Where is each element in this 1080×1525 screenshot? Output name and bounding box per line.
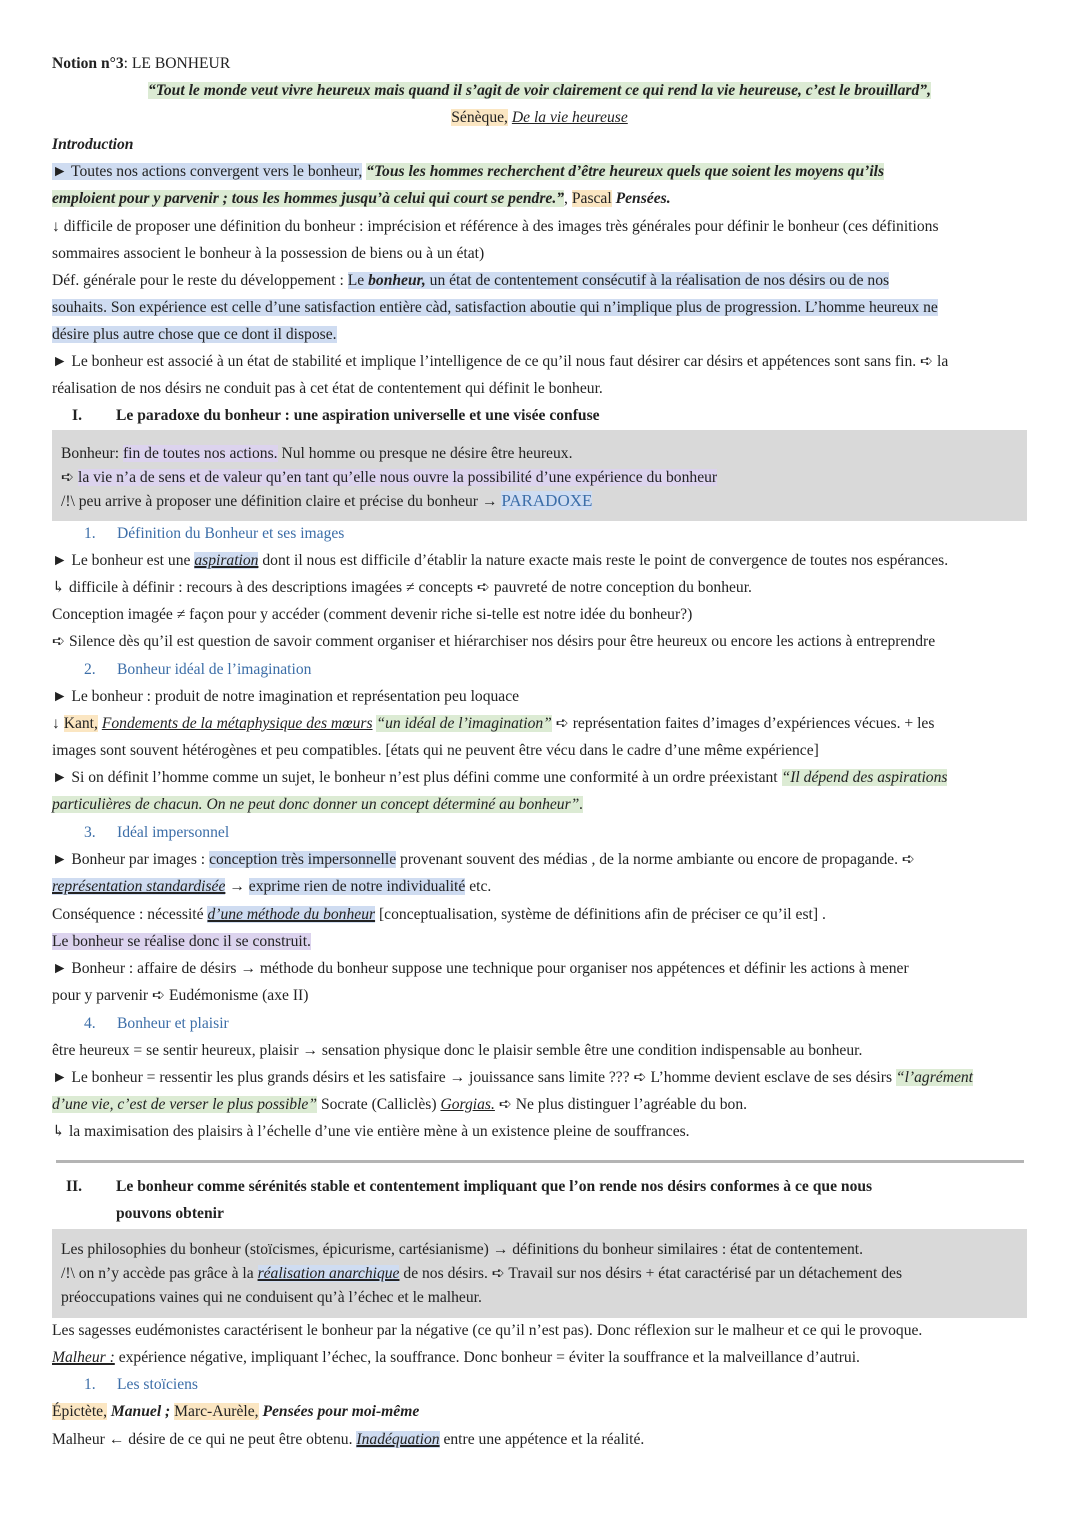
body-line: d’une vie, c’est de verser le plus possible” Socrate (Calliclès) Gorgias. ➪ Ne plus distinguer l’agréable du bon. [52,1096,748,1113]
intro-line: réalisation de nos désirs ne conduit pas à cet état de contentement qui définit le bonheur. [52,380,603,397]
body-line: ► Bonheur par images : conception très impersonnelle provenant souvent des médias , de la norme ambiante ou encore de propagande. ➪ [52,851,915,868]
intro-line: ↓ difficile de proposer une définition du bonheur : imprécision et référence à des images très générales pour définir le bonheur (ces définitions [52,218,939,235]
body-line: Malheur : expérience négative, impliquant l’échec, la souffrance. Donc bonheur = éviter la souffrance et la malveillance d’autrui. [52,1349,860,1366]
part2-summary-box [52,1229,1027,1318]
subsection-title: Bonheur et plaisir [117,1015,229,1032]
definition-line: souhaits. Son expérience est celle d’une satisfaction entière càd, satisfaction aboutie qui n’implique plus de progression. L’homme heureux ne [52,299,938,316]
part1-summary-box [52,430,1027,521]
definition-line: Déf. générale pour le reste du développement : Le bonheur, un état de contentement consécutif à la réalisation de nos désirs ou de nos [52,272,890,289]
body-line: Conséquence : nécessité d’une méthode du bonheur [conceptualisation, système de définitions afin de préciser ce qu’il est] . [52,906,826,923]
epigraph-source: Sénèque, De la vie heureuse [451,109,628,126]
intro-line: sommaires associent le bonheur à la possession de biens ou à un état) [52,245,485,262]
part1-number: I. [72,407,82,424]
intro-heading: Introduction [52,136,134,153]
summary-line: /!\ peu arrive à proposer une définition claire et précise du bonheur → PARADOXE [61,491,593,510]
subsection-title: Définition du Bonheur et ses images [117,525,345,542]
subsection-number: 1. [84,525,96,542]
summary-line: ➪ la vie n’a de sens et de valeur qu’en tant qu’elle nous ouvre la possibilité d’une expérience du bonheur [61,469,718,486]
subsection-title: Bonheur idéal de l’imagination [117,661,312,678]
subsection-title: Les stoïciens [117,1376,198,1393]
summary-line: Les philosophies du bonheur (stoïcismes, épicurisme, cartésianisme) → définitions du bonheur similaires : état de contentement. [61,1241,864,1258]
body-line: Épictète, Manuel ; Marc-Aurèle, Pensées pour moi-même [52,1403,420,1420]
subsection-number: 3. [84,824,96,841]
intro-line: ► Le bonheur est associé à un état de stabilité et implique l’intelligence de ce qu’il nous faut désirer car désirs et appétences sont sans fin. ➪ la [52,353,949,370]
body-line: être heureux = se sentir heureux, plaisir → sensation physique donc le plaisir semble être une condition indispensable au bonheur. [52,1042,863,1059]
body-line: représentation standardisée → exprime rien de notre individualité etc. [52,878,492,895]
body-line: pour y parvenir ➪ Eudémonisme (axe II) [52,987,309,1004]
intro-line: ► Toutes nos actions convergent vers le bonheur, “Tous les hommes recherchent d’être heureux quels que soient les moyens qu’ils [52,163,885,180]
epigraph-quote: “Tout le monde veut vivre heureux mais quand il s’agit de voir clairement ce qui rend la vie heureuse, c’est le brouillard”, [148,82,931,99]
summary-line: Bonheur: fin de toutes nos actions. Nul homme ou presque ne désire être heureux. [61,445,573,462]
body-line: ↓ Kant, Fondements de la métaphysique des mœurs “un idéal de l’imagination” ➪ représentation faites d’images d’expériences vécues. + les [52,715,935,732]
subsection-number: 4. [84,1015,96,1032]
body-line: Malheur ← désire de ce qui ne peut être obtenu. Inadéquation entre une appétence et la réalité. [52,1431,645,1448]
body-line: Conception imagée ≠ façon pour y accéder (comment devenir riche si-telle est notre idée du bonheur?) [52,606,693,623]
summary-line: /!\ on n’y accède pas grâce à la réalisation anarchique de nos désirs. ➪ Travail sur nos désirs + état caractérisé par un détachement des [61,1265,903,1282]
body-line: ➪ Silence dès qu’il est question de savoir comment organiser et hiérarchiser nos désirs pour être heureux ou encore les actions à entreprendre [52,633,936,650]
part1-title: Le paradoxe du bonheur : une aspiration universelle et une visée confuse [116,407,600,424]
intro-line: emploient pour y parvenir ; tous les hommes jusqu’à celui qui court se pendre.”, Pascal Pensées. [52,190,671,207]
subsection-number: 1. [84,1376,96,1393]
body-line: ► Bonheur : affaire de désirs → méthode du bonheur suppose une technique pour organiser nos appétences et définir les actions à mener [52,960,909,977]
section-divider [56,1160,1024,1163]
body-line: ► Si on définit l’homme comme un sujet, le bonheur n’est plus défini comme une conformité à un ordre préexistant “Il dépend des aspirations [52,769,948,786]
body-line: ► Le bonheur est une aspiration dont il nous est difficile d’établir la nature exacte mais reste le point de convergence de toutes nos espérances. [52,552,949,569]
body-line: ↳ difficile à définir : recours à des descriptions imagées ≠ concepts ➪ pauvreté de notre conception du bonheur. [52,579,752,596]
body-line: ↳ la maximisation des plaisirs à l’échelle d’une vie entière mène à un existence pleine de souffrances. [52,1123,690,1140]
body-line: Le bonheur se réalise donc il se construit. [52,933,311,950]
subsection-number: 2. [84,661,96,678]
body-line: images sont souvent hétérogènes et peu compatibles. [états qui ne peuvent être vécu dans le cadre d’une même expérience] [52,742,819,759]
summary-line: préoccupations vaines qui ne conduisent qu’à l’échec et le malheur. [61,1289,482,1306]
part2-number: II. [66,1178,83,1195]
definition-line: désire plus autre chose que ce dont il dispose. [52,326,337,343]
body-line: ► Le bonheur : produit de notre imagination et représentation peu loquace [52,688,520,705]
part2-title: pouvons obtenir [116,1205,224,1222]
part2-title: Le bonheur comme sérénités stable et contentement impliquant que l’on rende nos désirs conformes à ce que nous [116,1178,873,1195]
body-line: ► Le bonheur = ressentir les plus grands désirs et les satisfaire → jouissance sans limite ??? ➪ L’homme devient esclave de ses désirs “l’agrément [52,1069,974,1086]
notion-heading: Notion n°3: LE BONHEUR [52,55,231,72]
subsection-title: Idéal impersonnel [117,824,230,841]
body-line: Les sagesses eudémonistes caractérisent le bonheur par la négative (ce qu’il n’est pas). Donc réflexion sur le malheur et ce qui le provoque. [52,1322,923,1339]
body-line: particulières de chacun. On ne peut donc donner un concept déterminé au bonheur”. [52,796,584,813]
